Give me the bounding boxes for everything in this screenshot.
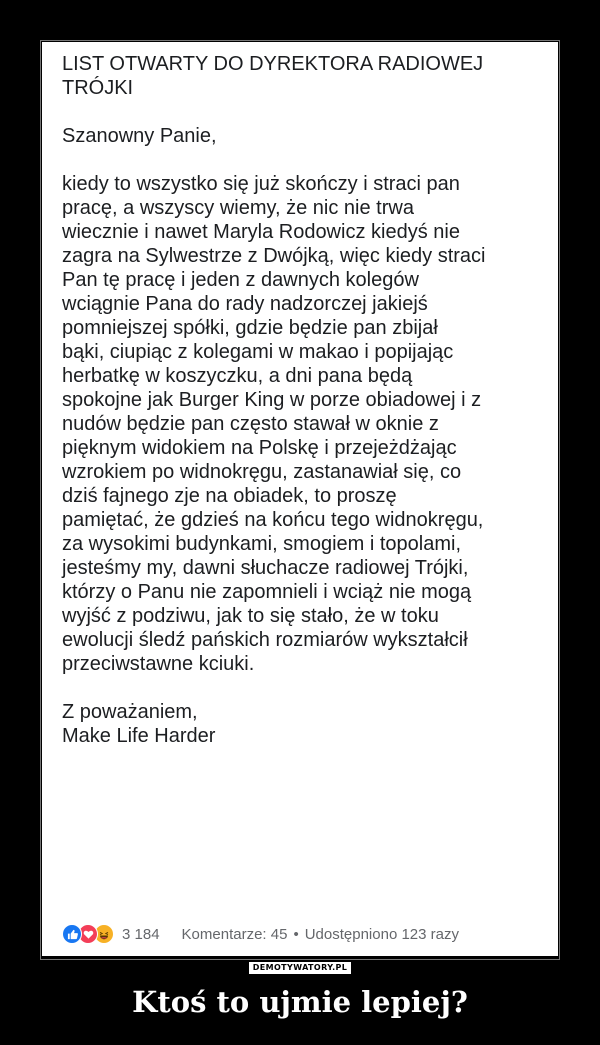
- reactions-bar: [62, 923, 542, 945]
- post-closing: Z poważaniem,: [62, 701, 198, 723]
- post-text: [62, 52, 542, 748]
- watermark: [0, 957, 600, 972]
- caption: Ktoś to ujmie lepiej?: [132, 985, 468, 1019]
- watermark-text: DEMOTYWATORY.PL: [249, 962, 352, 974]
- reaction-icons[interactable]: [62, 924, 114, 944]
- like-icon: [62, 924, 82, 944]
- meta-separator: •: [293, 925, 299, 943]
- post-greeting: Szanowny Panie,: [62, 125, 217, 147]
- post-signature: Make Life Harder: [62, 725, 216, 747]
- post-screenshot: [42, 42, 558, 956]
- post-body: kiedy to wszystko się już skończy i straci pan pracę, a wszyscy wiemy, że nic nie trwa wiecznie i nawet Maryla Rodowicz kiedyś nie zagra na Sylwestrze z Dwójką, więc kiedy straci Pan tę pracę i jeden z dawnych kolegów wciągnie Pana do rady nadzorczej jakiejś pomniejszej spółki, gdzie będzie pan zbijał bąki, ciupiąc z kolegami w makao i popijając herbatkę w koszyczku, a dni pana będą spokojne jak Burger King w porze obiadowej i z nudów będzie pan często stawał w oknie z pięknym widokiem na Polskę i przejeżdżając wzrokiem po widnokręgu, zastanawiał się, co dziś fajnego zje na obiadek, to proszę pamiętać, że gdzieś na końcu tego widnokręgu, za wysokimi budynkami, smogiem i topolami, jesteśmy my, dawni słuchacze radiowej Trójki, którzy o Panu nie zapomnieli i wciąż nie mogą wyjść z podziwu, jak to się stało, że w toku ewolucji śledź pańskich rozmiarów wykształcił przeciwstawne kciuki.: [62, 173, 486, 675]
- comments-count[interactable]: Komentarze: 45: [181, 925, 288, 943]
- post-title: LIST OTWARTY DO DYREKTORA RADIOWEJ TRÓJKI: [62, 53, 484, 99]
- shares-count[interactable]: Udostępniono 123 razy: [304, 925, 459, 943]
- reaction-count[interactable]: 3 184: [122, 925, 160, 943]
